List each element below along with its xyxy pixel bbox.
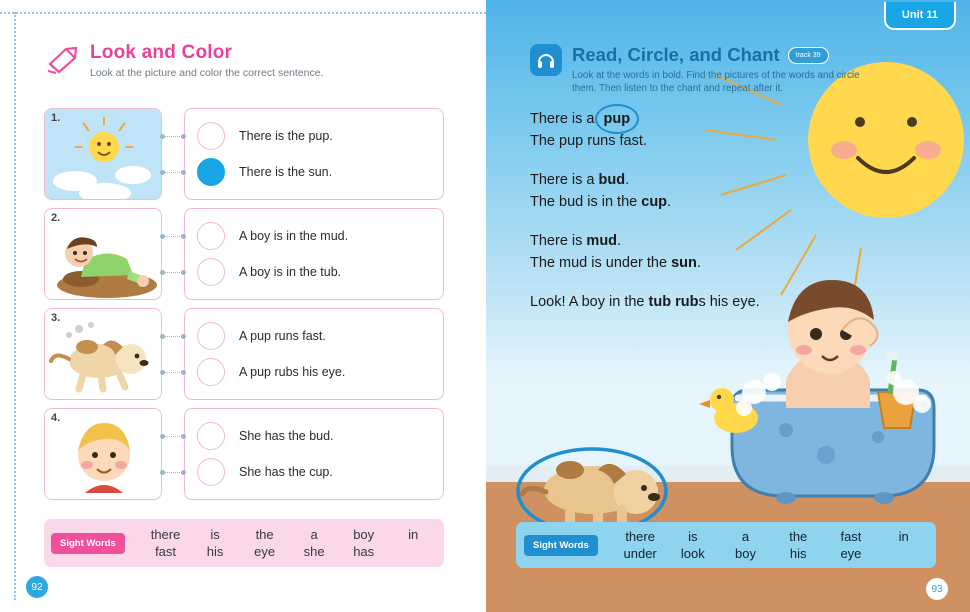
sentence-option[interactable] [197,322,431,350]
sentence-option[interactable] [197,358,431,386]
item-number: 1. [51,112,61,124]
chant-stanza [530,108,860,153]
chant-text-part: There is a [530,111,599,127]
chant-line [530,133,647,149]
option-text: There is the pup. [239,129,333,143]
picture-box [44,308,162,400]
sentence-options [184,408,444,500]
chant-text-part: Look! A boy in the [530,293,649,310]
sight-word: is [688,529,698,544]
connector-dot [181,134,186,139]
connector-dot [160,234,165,239]
chant-text-part: . [667,194,672,211]
sight-word: look [680,546,705,561]
item-number: 4. [51,412,61,424]
right-page [486,0,970,612]
option-circle[interactable] [197,458,225,486]
connector-dot [181,370,186,375]
right-sight-words-list [598,529,936,561]
sight-word: has [353,544,375,559]
connector-dot [181,234,186,239]
bold-word: mud [586,232,618,249]
chant-text-part: There is a [530,171,599,188]
sentence-option[interactable] [197,458,431,486]
left-activity-instruction: Look at the picture and color the correct sentence. [90,67,324,79]
connector-dot [160,170,165,175]
left-page-number: 92 [26,576,48,598]
sight-word: is [210,527,220,542]
left-sight-words-label: Sight Words [51,533,125,554]
sentence-option[interactable] [197,258,431,286]
item-number: 3. [51,312,61,324]
sight-word: boy [735,546,757,561]
right-page-number: 93 [926,578,948,600]
sight-word: there [625,529,655,544]
bold-word: sun [671,255,697,272]
connector-dot [181,434,186,439]
picture-box [44,408,162,500]
sight-word: there [150,527,181,542]
chant-stanza [530,169,860,214]
sight-word: the [255,527,274,542]
option-text: There is the sun. [239,165,333,179]
connector-dot [160,334,165,339]
sentence-options [184,108,444,200]
option-circle[interactable] [197,258,225,286]
option-circle-colored[interactable] [197,158,225,186]
sight-word: fast [840,529,862,544]
sentence-option[interactable] [197,222,431,250]
chant-stanza [530,230,860,275]
sight-word: fast [155,544,177,559]
sentence-options [184,308,444,400]
sight-word: his [789,546,807,561]
sight-word: boy [353,527,375,542]
option-text: A boy is in the tub. [239,265,342,279]
sight-word: she [303,544,325,559]
sight-word: eye [254,544,276,559]
chant-text-part: . [625,171,630,188]
running-pup-illustration [45,309,161,399]
connector-dots [162,408,184,500]
exercise-list [44,108,444,508]
sight-word: in [408,527,419,542]
chant-text [530,108,860,329]
chant-text-part: s his eye. [698,293,760,310]
sight-word: in [898,529,909,544]
option-text: A pup runs fast. [239,329,326,343]
sentence-option[interactable] [197,122,431,150]
connector-dots [162,208,184,300]
right-sight-words-label: Sight Words [524,535,598,556]
connector-dot [181,170,186,175]
unit-badge: Unit 11 [884,2,956,30]
right-activity-header [530,44,946,95]
picture-box [44,208,162,300]
left-activity-title: Look and Color [90,42,233,63]
girl-face-illustration [45,409,161,499]
item-number: 2. [51,212,61,224]
option-circle[interactable] [197,422,225,450]
picture-box [44,108,162,200]
sight-word: a [741,529,750,544]
left-sight-words-list [125,527,444,559]
option-text: A boy is in the mud. [239,229,349,243]
chant-line [530,194,671,210]
dotted-border-top [0,12,486,14]
option-text: A pup rubs his eye. [239,365,346,379]
option-text: She has the bud. [239,429,334,443]
exercise-row [44,208,444,300]
connector-dot [160,434,165,439]
sight-word: a [310,527,318,542]
connector-dot [181,470,186,475]
sentence-options [184,208,444,300]
right-activity-title: Read, Circle, and Chant [572,44,780,65]
crayon-icon [46,44,80,74]
chant-line [530,294,760,310]
chant-text-part: The bud is in the [530,194,642,211]
sight-word: under [623,546,657,561]
connector-dot [181,270,186,275]
chant-text-part: The mud is under the [530,255,672,272]
connector-dot [160,134,165,139]
sentence-option[interactable] [197,158,431,186]
option-text: She has the cup. [239,465,333,479]
bold-word: bud [598,171,626,188]
chant-line [530,233,621,249]
left-activity-header [46,42,323,79]
sun-in-sky-illustration [45,109,161,199]
exercise-row [44,308,444,400]
sight-word: eye [840,546,862,561]
connector-dot [160,470,165,475]
chant-text-part: . [617,232,622,249]
boy-in-mud-illustration [45,209,161,299]
sight-word: his [206,544,224,559]
left-sight-words-bar [44,519,444,567]
right-sight-words-bar [516,522,936,568]
exercise-row [44,408,444,500]
connector-dots [162,108,184,200]
right-activity-instruction: Look at the words in bold. Find the pictures of the words and circle them. Then listen to the chant and repeat after it. [572,70,860,95]
chant-line [530,255,701,271]
headphones-icon [530,44,562,76]
bold-word: tub rub [648,293,699,310]
chant-text-part: The pup runs fast. [530,133,647,150]
bold-word: cup [641,194,668,211]
chant-line [530,111,639,127]
chant-line [530,172,629,188]
chant-text-part: . [635,111,640,127]
dotted-border-left [14,12,16,600]
sentence-option[interactable] [197,422,431,450]
option-circle[interactable] [197,358,225,386]
chant-text-part: . [696,255,701,272]
track-badge: track 39 [788,47,829,64]
sight-word: the [789,529,808,544]
option-circle[interactable] [197,222,225,250]
circled-word[interactable]: pup [599,108,636,130]
exercise-row [44,108,444,200]
chant-stanza [530,291,860,313]
connector-dot [181,334,186,339]
connector-dot [160,370,165,375]
connector-dots [162,308,184,400]
chant-text-part: There is [530,232,587,249]
connector-dot [160,270,165,275]
option-circle[interactable] [197,322,225,350]
option-circle[interactable] [197,122,225,150]
